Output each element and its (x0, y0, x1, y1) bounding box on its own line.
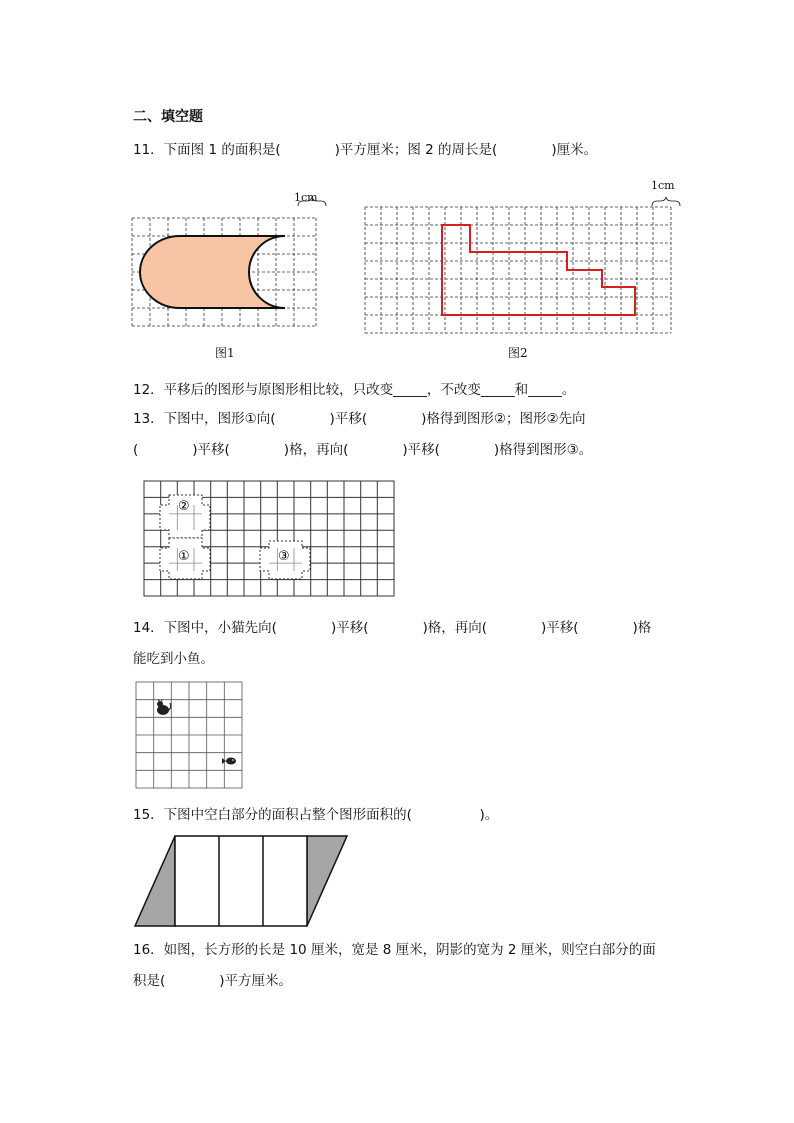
question-12-text: 12．平移后的图形与原图形相比较，只改变_____，不改变_____和_____。 (133, 382, 576, 398)
question-14-line-1: 14．下图中，小猫先向( )平移( )格，再向( )平移( )格 (133, 620, 652, 636)
question-13-line-2: ( )平移( )格，再向( )平移( )格得到图形③。 (133, 442, 593, 458)
shaded-triangle-left (135, 836, 175, 926)
figure-parallelogram (132, 832, 352, 932)
figure-cat-fish-grid (134, 680, 246, 792)
label-shape-2: ② (178, 499, 190, 514)
question-16-line-2: 积是( )平方厘米。 (133, 973, 293, 989)
caption-figure-1: 图1 (215, 346, 235, 360)
cat-icon (157, 699, 171, 715)
question-16-line-1: 16．如图，长方形的长是 10 厘米，宽是 8 厘米，阴影的宽为 2 厘米，则空白部分的面 (133, 942, 656, 958)
figure-translation-grid (142, 478, 398, 602)
figure-1 (130, 190, 330, 340)
caption-figure-2: 图2 (508, 346, 528, 360)
question-11-text: 11．下面图 1 的面积是( )平方厘米；图 2 的周长是( )厘米。 (133, 142, 598, 158)
question-14-line-2: 能吃到小鱼。 (133, 651, 214, 667)
blank-rectangle (175, 836, 307, 926)
unit-label-1: 1cm (294, 191, 318, 204)
shaded-triangle-right (307, 836, 347, 926)
unit-brace-2 (652, 197, 680, 206)
question-15-text: 15．下图中空白部分的面积占整个图形面积的( )。 (133, 807, 499, 823)
figure-2-shape (442, 225, 635, 315)
unit-label-2: 1cm (651, 179, 675, 192)
section-title: 二、填空题 (133, 109, 203, 125)
figure-2 (362, 190, 682, 340)
question-13-line-1: 13．下图中，图形①向( )平移( )格得到图形②；图形②先向 (133, 411, 586, 427)
label-shape-1: ① (178, 549, 190, 564)
label-shape-3: ③ (278, 549, 290, 564)
